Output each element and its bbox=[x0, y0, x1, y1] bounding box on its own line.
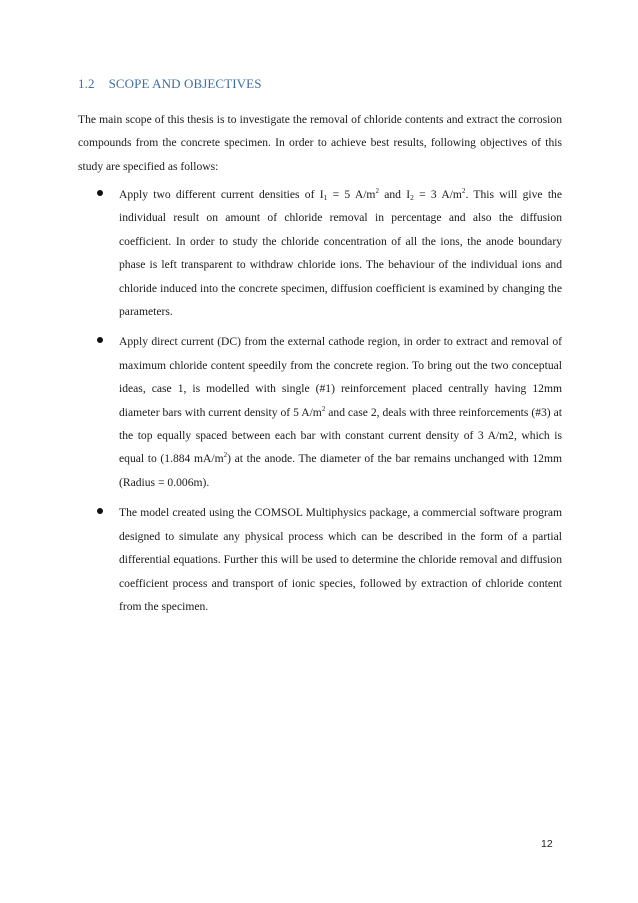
subscript: 1 bbox=[323, 193, 328, 202]
intro-paragraph: The main scope of this thesis is to investigate the removal of chloride contents and extract the corrosion compounds from the concrete specimen. In order to achieve best results, following objectives of this study are specified as follows: bbox=[78, 113, 562, 173]
list-item-text: . This will give the individual result on amount of chloride removal in percentage and also the diffusion coefficient. In order to study the chloride concentration of all the ions, the anode boundary phase is left transparent to withdraw chloride ions. The behaviour of the individual ions and chloride induced into the concrete specimen, diffusion coefficient is examined by changing the parameters. bbox=[119, 188, 562, 319]
section-title: SCOPE AND OBJECTIVES bbox=[108, 76, 262, 91]
list-item-text: and I bbox=[378, 188, 411, 201]
list-item bbox=[97, 330, 562, 494]
list-item-text: Apply direct current (DC) from the external cathode region, in order to extract and removal of maximum chloride content speedily from the concrete region. To bring out the two conceptual ideas, case 1, is modelled with single (#1) reinforcement placed centrally having 12mm diameter bars with current density of 5 A/m bbox=[119, 335, 562, 419]
list-item bbox=[97, 501, 562, 618]
superscript: 2 bbox=[321, 404, 326, 413]
list-item-text: = 5 A/m bbox=[327, 188, 376, 201]
list-item-text: Apply two different current densities of I bbox=[119, 188, 324, 201]
superscript: 2 bbox=[375, 187, 379, 195]
bullet-icon bbox=[97, 337, 103, 343]
list-item bbox=[97, 183, 562, 323]
list-item-text: and case 2, deals with three reinforcements (#3) at the top equally spaced between each bar with constant current density of 3 A/m2, which is equal to (1.884 mA/m bbox=[119, 405, 562, 466]
list-item-text: ) at the anode. The diameter of the bar remains unchanged with 12mm (Radius = 0.006m). bbox=[119, 452, 562, 489]
bullet-icon bbox=[97, 190, 103, 196]
bullet-icon bbox=[97, 508, 103, 514]
objectives-list bbox=[97, 183, 562, 625]
section-number: 1.2 bbox=[78, 76, 95, 91]
list-item-text: = 3 A/m bbox=[413, 188, 462, 201]
subscript: 2 bbox=[410, 193, 414, 202]
page-number: 12 bbox=[541, 838, 553, 850]
list-item-text: The model created using the COMSOL Multiphysics package, a commercial software program designed to simulate any physical process which can be described in the form of a partial differential equations. Further this will be used to determine the chloride removal and diffusion coefficient process and transport of ionic species, followed by extraction of chloride content from the specimen. bbox=[119, 506, 562, 613]
section-heading bbox=[78, 76, 262, 92]
superscript: 2 bbox=[223, 451, 228, 460]
superscript: 2 bbox=[461, 187, 466, 195]
